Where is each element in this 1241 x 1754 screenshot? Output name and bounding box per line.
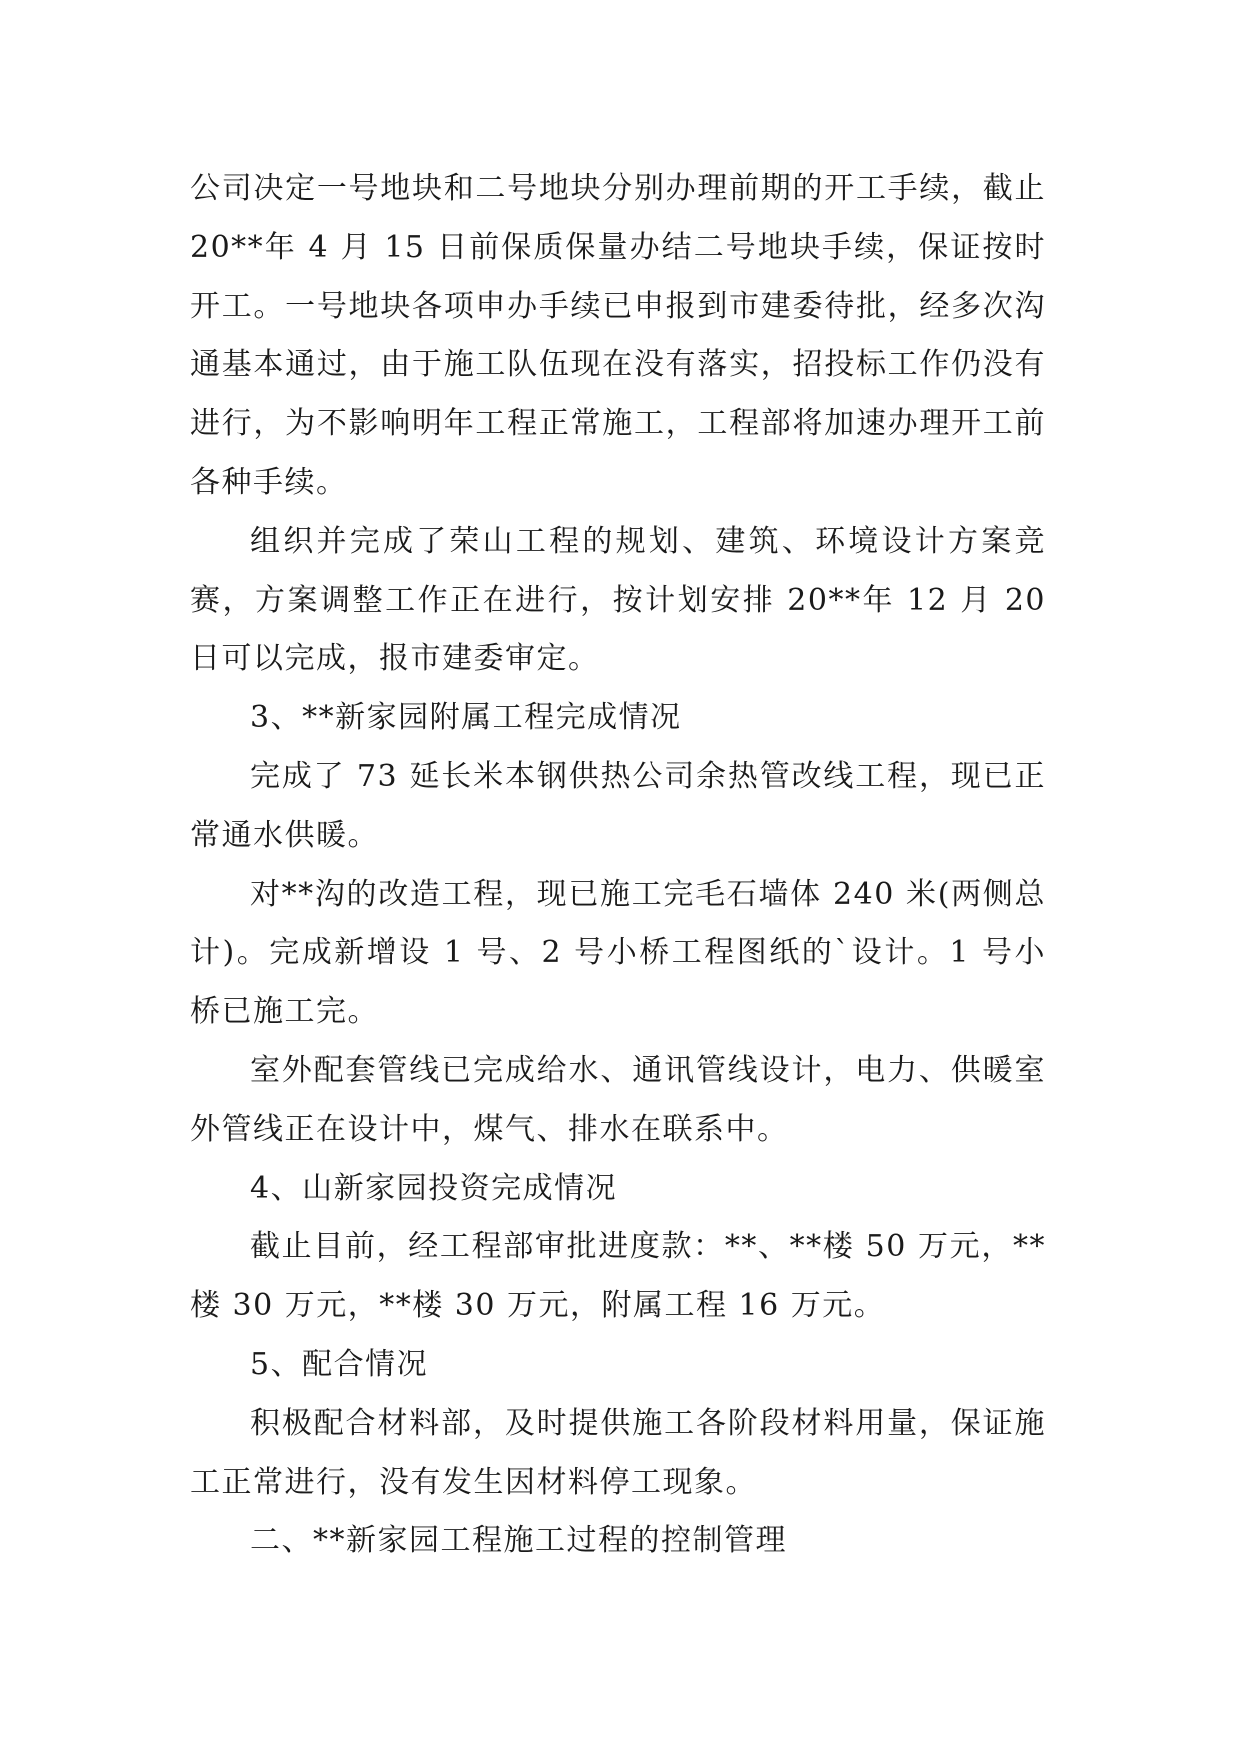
paragraph-materials-cooperation: 积极配合材料部，及时提供施工各阶段材料用量，保证施工正常进行，没有发生因材料停工现象。: [190, 1405, 1046, 1500]
section-heading-investment: 4、山新家园投资完成情况: [250, 1170, 618, 1206]
section-heading-cooperation: 5、配合情况: [250, 1346, 429, 1382]
paragraph-heating-pipe: 完成了 73 延长米本钢供热公司余热管改线工程，现已正常通水供暖。: [190, 758, 1046, 853]
section-heading-auxiliary-works: 3、**新家园附属工程完成情况: [250, 700, 682, 736]
paragraph-design-competition: 组织并完成了荣山工程的规划、建筑、环境设计方案竞赛，方案调整工作正在进行，按计划安排 20**年 12 月 20 日可以完成，报市建委审定。: [190, 523, 1046, 677]
paragraph-outdoor-pipelines: 室外配套管线已完成给水、通讯管线设计，电力、供暖室外管线正在设计中，煤气、排水在联系中。: [190, 1052, 1046, 1147]
paragraph-ditch-renovation: 对**沟的改造工程，现已施工完毛石墙体 240 米(两侧总计)。完成新增设 1 号、2 号小桥工程图纸的`设计。1 号小桥已施工完。: [190, 876, 1046, 1030]
paragraph-land-procedures: 公司决定一号地块和二号地块分别办理前期的开工手续，截止 20**年 4 月 15 日前保质保量办结二号地块手续，保证按时开工。一号地块各项申办手续已申报到市建委待批，经多次沟通基本通过，由于施工队伍现在没有落实，招投标工作仍没有进行，为不影响明年工程正常施工，工程部将加速办理开工前各种手续。: [190, 171, 1046, 500]
section-heading-process-control: 二、**新家园工程施工过程的控制管理: [250, 1523, 787, 1559]
document-body: [190, 160, 1046, 1571]
paragraph-progress-payments: 截止目前，经工程部审批进度款：**、**楼 50 万元，**楼 30 万元，**楼 30 万元，附属工程 16 万元。: [190, 1229, 1046, 1324]
